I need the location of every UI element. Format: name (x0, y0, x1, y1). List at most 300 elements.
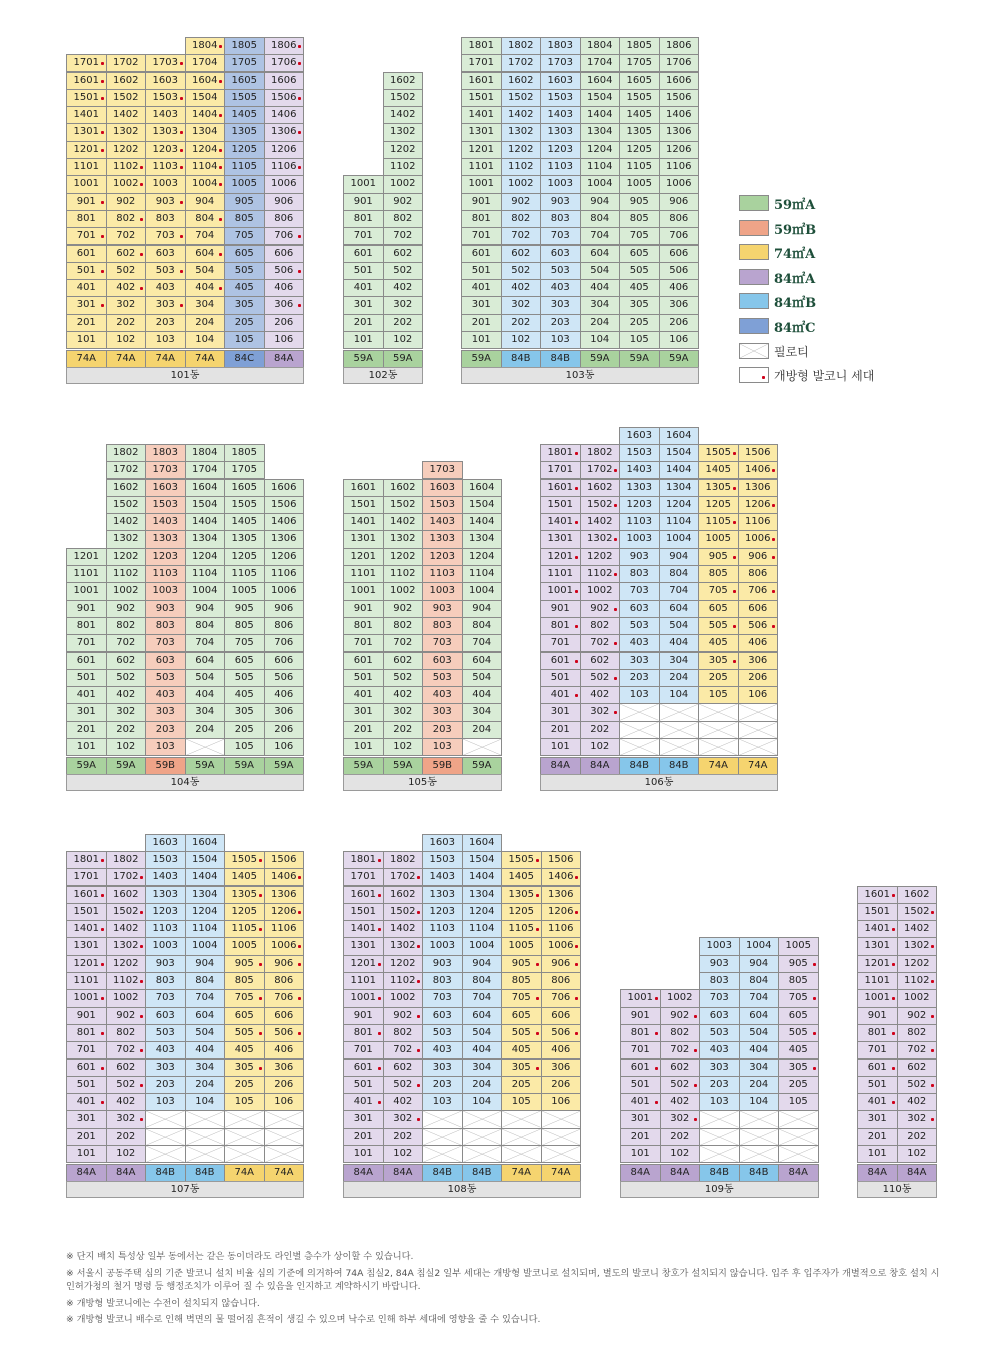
unit-cell[interactable]: 1402 (383, 920, 424, 938)
unit-cell[interactable]: 1203 (422, 903, 463, 921)
unit-cell[interactable]: 403 (619, 634, 660, 652)
unit-cell[interactable]: 1202 (501, 141, 542, 159)
unit-cell[interactable]: 1303 (540, 123, 581, 141)
unit-cell[interactable]: 1103 (145, 565, 186, 583)
unit-cell[interactable]: 1805 (224, 444, 265, 462)
unit-cell[interactable]: 502 (580, 669, 621, 687)
unit-cell[interactable]: 604 (185, 652, 226, 670)
unit-cell[interactable]: 401 (66, 279, 107, 297)
unit-cell[interactable]: 802 (106, 210, 147, 228)
unit-cell[interactable]: 302 (106, 1110, 147, 1128)
unit-cell[interactable]: 106 (264, 738, 305, 756)
unit-cell[interactable]: 906 (264, 955, 305, 973)
unit-cell[interactable]: 1305 (501, 886, 542, 904)
unit-cell[interactable]: 702 (897, 1041, 938, 1059)
unit-cell[interactable]: 703 (699, 989, 740, 1007)
unit-cell[interactable]: 1402 (383, 106, 424, 124)
unit-cell[interactable]: 1106 (541, 920, 582, 938)
unit-cell[interactable]: 1706 (659, 54, 700, 72)
unit-cell[interactable]: 1503 (422, 496, 463, 514)
unit-cell[interactable]: 1602 (897, 886, 938, 904)
unit-cell[interactable]: 1501 (343, 496, 384, 514)
unit-cell[interactable]: 1001 (857, 989, 898, 1007)
unit-cell[interactable]: 1802 (383, 851, 424, 869)
unit-cell[interactable]: 801 (66, 1024, 107, 1042)
unit-cell[interactable]: 606 (264, 652, 305, 670)
unit-cell[interactable]: 1501 (540, 496, 581, 514)
unit-cell[interactable]: 1403 (422, 868, 463, 886)
unit-cell[interactable]: 1003 (540, 175, 581, 193)
unit-cell[interactable]: 1606 (264, 72, 305, 90)
unit-cell[interactable]: 902 (383, 193, 424, 211)
unit-cell[interactable]: 403 (422, 686, 463, 704)
unit-cell[interactable]: 201 (66, 314, 107, 332)
unit-cell[interactable]: 1503 (145, 496, 186, 514)
unit-cell[interactable]: 704 (462, 989, 503, 1007)
unit-cell[interactable]: 606 (541, 1007, 582, 1025)
unit-cell[interactable]: 1603 (540, 72, 581, 90)
unit-cell[interactable]: 1604 (185, 834, 226, 852)
unit-cell[interactable]: 1403 (145, 868, 186, 886)
unit-cell[interactable]: 205 (224, 1076, 265, 1094)
unit-cell[interactable]: 401 (66, 1093, 107, 1111)
unit-cell[interactable]: 1006 (264, 175, 305, 193)
unit-cell[interactable]: 703 (145, 989, 186, 1007)
unit-cell[interactable]: 501 (857, 1076, 898, 1094)
unit-cell[interactable]: 106 (659, 331, 700, 349)
unit-cell[interactable]: 506 (659, 262, 700, 280)
unit-cell[interactable]: 1406 (264, 106, 305, 124)
unit-cell[interactable]: 902 (501, 193, 542, 211)
unit-cell[interactable]: 601 (857, 1059, 898, 1077)
unit-cell[interactable]: 905 (619, 193, 660, 211)
unit-cell[interactable]: 1501 (461, 89, 502, 107)
unit-cell[interactable]: 201 (343, 314, 384, 332)
unit-cell[interactable]: 301 (857, 1110, 898, 1128)
unit-cell[interactable]: 103 (540, 331, 581, 349)
unit-cell[interactable]: 1206 (541, 903, 582, 921)
unit-cell[interactable]: 1506 (264, 851, 305, 869)
unit-cell[interactable]: 1305 (619, 123, 660, 141)
unit-cell[interactable]: 401 (343, 686, 384, 704)
unit-cell[interactable]: 103 (145, 331, 186, 349)
unit-cell[interactable]: 501 (540, 669, 581, 687)
unit-cell[interactable]: 601 (343, 1059, 384, 1077)
unit-cell[interactable]: 606 (264, 1007, 305, 1025)
unit-cell[interactable]: 806 (264, 210, 305, 228)
unit-cell[interactable]: 1506 (659, 89, 700, 107)
unit-cell[interactable]: 503 (145, 669, 186, 687)
unit-cell[interactable]: 501 (461, 262, 502, 280)
unit-cell[interactable]: 1301 (66, 937, 107, 955)
unit-cell[interactable]: 1105 (224, 158, 265, 176)
unit-cell[interactable]: 402 (106, 1093, 147, 1111)
unit-cell[interactable]: 902 (106, 600, 147, 618)
unit-cell[interactable]: 605 (224, 652, 265, 670)
unit-cell[interactable]: 505 (698, 617, 739, 635)
unit-cell[interactable]: 102 (106, 1145, 147, 1163)
unit-cell[interactable]: 205 (619, 314, 660, 332)
unit-cell[interactable]: 1001 (343, 989, 384, 1007)
unit-cell[interactable]: 1106 (738, 513, 779, 531)
unit-cell[interactable]: 1305 (224, 123, 265, 141)
unit-cell[interactable]: 804 (185, 210, 226, 228)
unit-cell[interactable]: 1802 (106, 851, 147, 869)
unit-cell[interactable]: 1203 (145, 548, 186, 566)
unit-cell[interactable]: 303 (540, 296, 581, 314)
unit-cell[interactable]: 1401 (66, 106, 107, 124)
unit-cell[interactable]: 103 (619, 686, 660, 704)
unit-cell[interactable]: 202 (106, 721, 147, 739)
unit-cell[interactable]: 1705 (224, 461, 265, 479)
unit-cell[interactable]: 701 (66, 634, 107, 652)
unit-cell[interactable]: 201 (461, 314, 502, 332)
unit-cell[interactable]: 706 (264, 227, 305, 245)
unit-cell[interactable]: 1101 (66, 158, 107, 176)
unit-cell[interactable]: 601 (620, 1059, 661, 1077)
unit-cell[interactable]: 904 (659, 548, 700, 566)
unit-cell[interactable]: 802 (501, 210, 542, 228)
unit-cell[interactable]: 803 (145, 617, 186, 635)
unit-cell[interactable]: 701 (343, 634, 384, 652)
unit-cell[interactable]: 803 (145, 210, 186, 228)
unit-cell[interactable]: 1002 (383, 582, 424, 600)
unit-cell[interactable]: 1604 (462, 834, 503, 852)
unit-cell[interactable]: 1604 (185, 72, 226, 90)
unit-cell[interactable]: 101 (66, 738, 107, 756)
unit-cell[interactable]: 1503 (422, 851, 463, 869)
unit-cell[interactable]: 1705 (619, 54, 660, 72)
unit-cell[interactable]: 701 (66, 1041, 107, 1059)
unit-cell[interactable]: 101 (66, 331, 107, 349)
unit-cell[interactable]: 804 (659, 565, 700, 583)
unit-cell[interactable]: 401 (857, 1093, 898, 1111)
unit-cell[interactable]: 505 (619, 262, 660, 280)
unit-cell[interactable]: 1406 (264, 868, 305, 886)
unit-cell[interactable]: 1602 (383, 479, 424, 497)
unit-cell[interactable]: 1304 (185, 530, 226, 548)
unit-cell[interactable]: 1405 (224, 106, 265, 124)
unit-cell[interactable]: 1103 (145, 920, 186, 938)
unit-cell[interactable]: 104 (580, 331, 621, 349)
unit-cell[interactable]: 1401 (540, 513, 581, 531)
unit-cell[interactable]: 103 (145, 1093, 186, 1111)
unit-cell[interactable]: 202 (383, 721, 424, 739)
unit-cell[interactable]: 1502 (383, 496, 424, 514)
unit-cell[interactable]: 1106 (264, 920, 305, 938)
unit-cell[interactable]: 1004 (185, 937, 226, 955)
unit-cell[interactable]: 206 (659, 314, 700, 332)
unit-cell[interactable]: 1601 (343, 479, 384, 497)
unit-cell[interactable]: 1003 (619, 530, 660, 548)
unit-cell[interactable]: 203 (422, 721, 463, 739)
unit-cell[interactable]: 1201 (461, 141, 502, 159)
unit-cell[interactable]: 1404 (185, 513, 226, 531)
unit-cell[interactable]: 1502 (897, 903, 938, 921)
unit-cell[interactable]: 306 (738, 652, 779, 670)
unit-cell[interactable]: 805 (224, 972, 265, 990)
unit-cell[interactable]: 1006 (738, 530, 779, 548)
unit-cell[interactable]: 1305 (224, 886, 265, 904)
unit-cell[interactable]: 1201 (857, 955, 898, 973)
unit-cell[interactable]: 102 (580, 738, 621, 756)
unit-cell[interactable]: 1304 (659, 479, 700, 497)
unit-cell[interactable]: 702 (106, 1041, 147, 1059)
unit-cell[interactable]: 704 (462, 634, 503, 652)
unit-cell[interactable]: 202 (106, 1128, 147, 1146)
unit-cell[interactable]: 504 (462, 1024, 503, 1042)
unit-cell[interactable]: 1202 (383, 548, 424, 566)
unit-cell[interactable]: 1206 (738, 496, 779, 514)
unit-cell[interactable]: 801 (343, 210, 384, 228)
unit-cell[interactable]: 1805 (619, 37, 660, 55)
unit-cell[interactable]: 1103 (540, 158, 581, 176)
unit-cell[interactable]: 601 (540, 652, 581, 670)
unit-cell[interactable]: 1404 (462, 513, 503, 531)
unit-cell[interactable]: 1201 (66, 141, 107, 159)
unit-cell[interactable]: 1406 (738, 461, 779, 479)
unit-cell[interactable]: 1001 (620, 989, 661, 1007)
unit-cell[interactable]: 1702 (383, 868, 424, 886)
unit-cell[interactable]: 1505 (224, 89, 265, 107)
unit-cell[interactable]: 804 (462, 972, 503, 990)
unit-cell[interactable]: 505 (224, 1024, 265, 1042)
unit-cell[interactable]: 705 (224, 227, 265, 245)
unit-cell[interactable]: 406 (264, 1041, 305, 1059)
unit-cell[interactable]: 605 (501, 1007, 542, 1025)
unit-cell[interactable]: 101 (620, 1145, 661, 1163)
unit-cell[interactable]: 705 (619, 227, 660, 245)
unit-cell[interactable]: 701 (540, 634, 581, 652)
unit-cell[interactable]: 1806 (264, 37, 305, 55)
unit-cell[interactable]: 703 (422, 989, 463, 1007)
unit-cell[interactable]: 1301 (857, 937, 898, 955)
unit-cell[interactable]: 1101 (540, 565, 581, 583)
unit-cell[interactable]: 1104 (185, 565, 226, 583)
unit-cell[interactable]: 804 (739, 972, 780, 990)
unit-cell[interactable]: 901 (461, 193, 502, 211)
unit-cell[interactable]: 603 (145, 652, 186, 670)
unit-cell[interactable]: 901 (66, 600, 107, 618)
unit-cell[interactable]: 903 (145, 600, 186, 618)
unit-cell[interactable]: 1203 (422, 548, 463, 566)
unit-cell[interactable]: 602 (501, 245, 542, 263)
unit-cell[interactable]: 1404 (185, 106, 226, 124)
unit-cell[interactable]: 1604 (659, 427, 700, 445)
unit-cell[interactable]: 1506 (264, 89, 305, 107)
unit-cell[interactable]: 1403 (145, 106, 186, 124)
unit-cell[interactable]: 404 (739, 1041, 780, 1059)
unit-cell[interactable]: 102 (897, 1145, 938, 1163)
unit-cell[interactable]: 1005 (501, 937, 542, 955)
unit-cell[interactable]: 1203 (619, 496, 660, 514)
unit-cell[interactable]: 605 (224, 1007, 265, 1025)
unit-cell[interactable]: 402 (106, 279, 147, 297)
unit-cell[interactable]: 1302 (106, 530, 147, 548)
unit-cell[interactable]: 1601 (343, 886, 384, 904)
unit-cell[interactable]: 602 (383, 245, 424, 263)
unit-cell[interactable]: 502 (106, 262, 147, 280)
unit-cell[interactable]: 204 (739, 1076, 780, 1094)
unit-cell[interactable]: 604 (462, 652, 503, 670)
unit-cell[interactable]: 905 (698, 548, 739, 566)
unit-cell[interactable]: 1603 (145, 72, 186, 90)
unit-cell[interactable]: 1302 (501, 123, 542, 141)
unit-cell[interactable]: 704 (580, 227, 621, 245)
unit-cell[interactable]: 1005 (778, 937, 819, 955)
unit-cell[interactable]: 1605 (224, 479, 265, 497)
unit-cell[interactable]: 1802 (580, 444, 621, 462)
unit-cell[interactable]: 905 (224, 600, 265, 618)
unit-cell[interactable]: 1201 (540, 548, 581, 566)
unit-cell[interactable]: 1306 (738, 479, 779, 497)
unit-cell[interactable]: 906 (264, 600, 305, 618)
unit-cell[interactable]: 1505 (224, 851, 265, 869)
unit-cell[interactable]: 1404 (185, 868, 226, 886)
unit-cell[interactable]: 204 (580, 314, 621, 332)
unit-cell[interactable]: 303 (145, 296, 186, 314)
unit-cell[interactable]: 1101 (857, 972, 898, 990)
unit-cell[interactable]: 706 (541, 989, 582, 1007)
unit-cell[interactable]: 1001 (540, 582, 581, 600)
unit-cell[interactable]: 201 (540, 721, 581, 739)
unit-cell[interactable]: 1702 (106, 868, 147, 886)
unit-cell[interactable]: 201 (620, 1128, 661, 1146)
unit-cell[interactable]: 1104 (185, 920, 226, 938)
unit-cell[interactable]: 805 (501, 972, 542, 990)
unit-cell[interactable]: 504 (462, 669, 503, 687)
unit-cell[interactable]: 1805 (224, 37, 265, 55)
unit-cell[interactable]: 502 (106, 669, 147, 687)
unit-cell[interactable]: 1603 (422, 479, 463, 497)
unit-cell[interactable]: 403 (699, 1041, 740, 1059)
unit-cell[interactable]: 605 (698, 600, 739, 618)
unit-cell[interactable]: 502 (106, 1076, 147, 1094)
unit-cell[interactable]: 603 (145, 245, 186, 263)
unit-cell[interactable]: 1201 (66, 955, 107, 973)
unit-cell[interactable]: 1402 (501, 106, 542, 124)
unit-cell[interactable]: 604 (462, 1007, 503, 1025)
unit-cell[interactable]: 506 (264, 669, 305, 687)
unit-cell[interactable]: 502 (383, 262, 424, 280)
unit-cell[interactable]: 704 (739, 989, 780, 1007)
unit-cell[interactable]: 802 (106, 617, 147, 635)
unit-cell[interactable]: 1002 (106, 989, 147, 1007)
unit-cell[interactable]: 1504 (580, 89, 621, 107)
unit-cell[interactable]: 304 (659, 652, 700, 670)
unit-cell[interactable]: 1303 (145, 886, 186, 904)
unit-cell[interactable]: 1502 (383, 89, 424, 107)
unit-cell[interactable]: 206 (738, 669, 779, 687)
unit-cell[interactable]: 1604 (185, 479, 226, 497)
unit-cell[interactable]: 803 (699, 972, 740, 990)
unit-cell[interactable]: 1303 (145, 530, 186, 548)
unit-cell[interactable]: 404 (185, 686, 226, 704)
unit-cell[interactable]: 1306 (264, 530, 305, 548)
unit-cell[interactable]: 401 (540, 686, 581, 704)
unit-cell[interactable]: 1206 (264, 903, 305, 921)
unit-cell[interactable]: 1301 (66, 123, 107, 141)
unit-cell[interactable]: 1106 (659, 158, 700, 176)
unit-cell[interactable]: 405 (619, 279, 660, 297)
unit-cell[interactable]: 1204 (185, 903, 226, 921)
unit-cell[interactable]: 1202 (383, 955, 424, 973)
unit-cell[interactable]: 1106 (264, 158, 305, 176)
unit-cell[interactable]: 1502 (501, 89, 542, 107)
unit-cell[interactable]: 501 (343, 1076, 384, 1094)
unit-cell[interactable]: 902 (580, 600, 621, 618)
unit-cell[interactable]: 1204 (185, 141, 226, 159)
unit-cell[interactable]: 204 (462, 1076, 503, 1094)
unit-cell[interactable]: 905 (224, 193, 265, 211)
unit-cell[interactable]: 306 (264, 296, 305, 314)
unit-cell[interactable]: 1306 (264, 123, 305, 141)
unit-cell[interactable]: 1705 (224, 54, 265, 72)
unit-cell[interactable]: 704 (185, 227, 226, 245)
unit-cell[interactable]: 201 (857, 1128, 898, 1146)
unit-cell[interactable]: 803 (619, 565, 660, 583)
unit-cell[interactable]: 1101 (343, 565, 384, 583)
unit-cell[interactable]: 1703 (540, 54, 581, 72)
unit-cell[interactable]: 404 (185, 1041, 226, 1059)
unit-cell[interactable]: 1505 (619, 89, 660, 107)
unit-cell[interactable]: 504 (185, 669, 226, 687)
unit-cell[interactable]: 1504 (185, 89, 226, 107)
unit-cell[interactable]: 306 (659, 296, 700, 314)
unit-cell[interactable]: 503 (145, 1024, 186, 1042)
unit-cell[interactable]: 301 (66, 296, 107, 314)
unit-cell[interactable]: 1701 (343, 868, 384, 886)
unit-cell[interactable]: 1006 (264, 937, 305, 955)
unit-cell[interactable]: 1501 (343, 903, 384, 921)
unit-cell[interactable]: 904 (185, 193, 226, 211)
unit-cell[interactable]: 103 (422, 1093, 463, 1111)
unit-cell[interactable]: 1702 (106, 461, 147, 479)
unit-cell[interactable]: 203 (699, 1076, 740, 1094)
unit-cell[interactable]: 1502 (383, 903, 424, 921)
unit-cell[interactable]: 902 (897, 1007, 938, 1025)
unit-cell[interactable]: 705 (698, 582, 739, 600)
unit-cell[interactable]: 1202 (106, 548, 147, 566)
unit-cell[interactable]: 706 (264, 989, 305, 1007)
unit-cell[interactable]: 303 (619, 652, 660, 670)
unit-cell[interactable]: 1204 (462, 903, 503, 921)
unit-cell[interactable]: 1803 (540, 37, 581, 55)
unit-cell[interactable]: 802 (897, 1024, 938, 1042)
unit-cell[interactable]: 702 (383, 1041, 424, 1059)
unit-cell[interactable]: 303 (699, 1059, 740, 1077)
unit-cell[interactable]: 205 (501, 1076, 542, 1094)
unit-cell[interactable]: 1003 (145, 937, 186, 955)
unit-cell[interactable]: 203 (145, 1076, 186, 1094)
unit-cell[interactable]: 804 (462, 617, 503, 635)
unit-cell[interactable]: 701 (343, 1041, 384, 1059)
unit-cell[interactable]: 1203 (145, 903, 186, 921)
unit-cell[interactable]: 1401 (343, 920, 384, 938)
unit-cell[interactable]: 1404 (580, 106, 621, 124)
unit-cell[interactable]: 1604 (462, 479, 503, 497)
unit-cell[interactable]: 701 (620, 1041, 661, 1059)
unit-cell[interactable]: 502 (383, 669, 424, 687)
unit-cell[interactable]: 204 (185, 1076, 226, 1094)
unit-cell[interactable]: 1601 (540, 479, 581, 497)
unit-cell[interactable]: 101 (343, 1145, 384, 1163)
unit-cell[interactable]: 1402 (383, 513, 424, 531)
unit-cell[interactable]: 1103 (422, 565, 463, 583)
unit-cell[interactable]: 1004 (185, 175, 226, 193)
unit-cell[interactable]: 1304 (462, 886, 503, 904)
unit-cell[interactable]: 1505 (224, 496, 265, 514)
